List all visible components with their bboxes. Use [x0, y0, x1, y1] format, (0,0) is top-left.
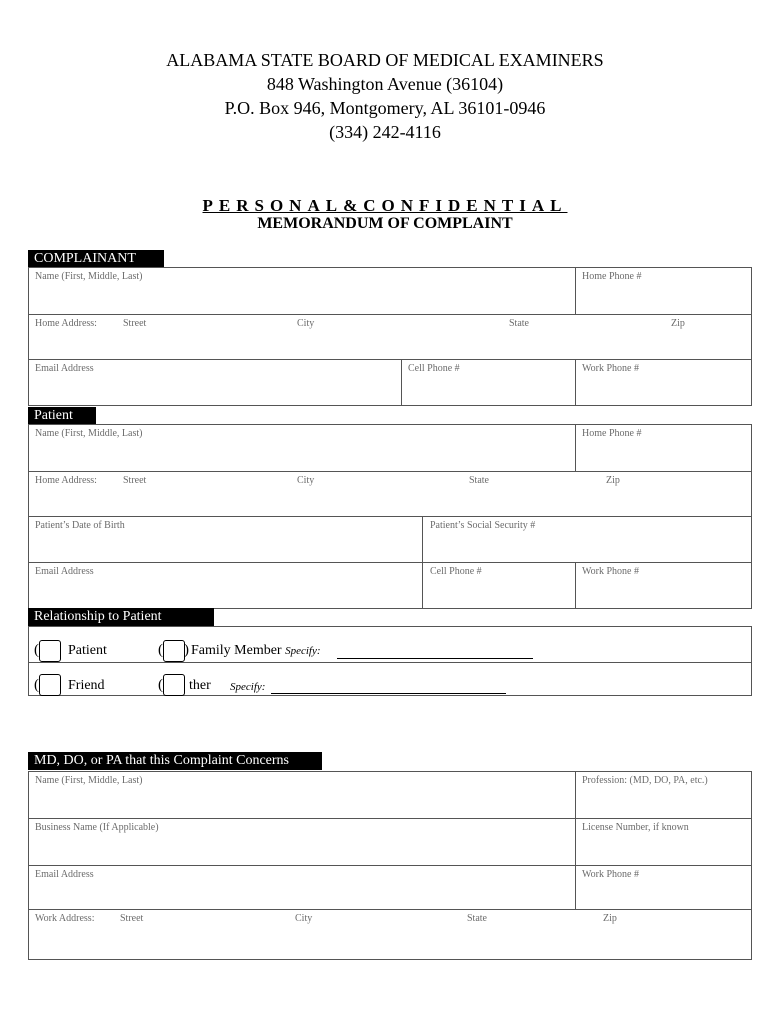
- physician-contact-row: [29, 865, 751, 909]
- complainant-name-field[interactable]: Name (First, Middle, Last): [35, 271, 143, 282]
- physician-business-row: [29, 818, 751, 865]
- street-address: 848 Washington Avenue (36104): [266, 74, 504, 94]
- zip-label: Zip: [603, 913, 617, 924]
- street-label: Street: [123, 318, 147, 329]
- patient-address-row[interactable]: [29, 471, 751, 516]
- patient-contact-row: [29, 562, 751, 609]
- family-member-label: Family Member: [191, 643, 282, 658]
- complainant-heading: COMPLAINANT: [28, 250, 164, 268]
- family-specify-label: Specify:: [285, 645, 321, 657]
- patient-ssn-field[interactable]: Patient’s Social Security #: [430, 520, 536, 531]
- complainant-contact-row: [29, 359, 751, 406]
- relationship-heading: Relationship to Patient: [28, 608, 214, 626]
- patient-dob-field[interactable]: Patient’s Date of Birth: [35, 520, 125, 531]
- street-label: Street: [123, 475, 147, 486]
- other-specify-label: Specify:: [230, 681, 266, 693]
- other-option-label: ther: [189, 678, 211, 693]
- profession-field[interactable]: Profession: (MD, DO, PA, etc.): [582, 775, 708, 786]
- memo-title: MEMORANDUM OF COMPLAINT: [257, 215, 513, 232]
- board-name: ALABAMA STATE BOARD OF MEDICAL EXAMINERS: [166, 50, 604, 70]
- paren-open: (: [158, 642, 163, 658]
- physician-work-phone-field[interactable]: Work Phone #: [582, 869, 639, 880]
- po-box-address: P.O. Box 946, Montgomery, AL 36101-0946: [224, 98, 546, 118]
- friend-checkbox[interactable]: [39, 674, 61, 696]
- confidential-title: PERSONAL&CONFIDENTIAL: [202, 196, 568, 215]
- patient-option-label: Patient: [68, 643, 107, 658]
- physician-name-field[interactable]: Name (First, Middle, Last): [35, 775, 143, 786]
- complainant-email-field[interactable]: Email Address: [35, 363, 94, 374]
- physician-address-row[interactable]: [29, 909, 751, 960]
- physician-section: [28, 771, 752, 960]
- patient-work-phone-field[interactable]: Work Phone #: [582, 566, 639, 577]
- other-specify-line[interactable]: [271, 693, 506, 694]
- patient-cell-field[interactable]: Cell Phone #: [430, 566, 482, 577]
- patient-email-field[interactable]: Email Address: [35, 566, 94, 577]
- state-label: State: [469, 475, 489, 486]
- other-checkbox[interactable]: [163, 674, 185, 696]
- patient-home-phone-field[interactable]: Home Phone #: [582, 428, 642, 439]
- family-member-option: [191, 643, 321, 659]
- state-label: State: [509, 318, 529, 329]
- paren-open: (: [34, 677, 39, 693]
- patient-checkbox[interactable]: [39, 640, 61, 662]
- patient-id-row: [29, 516, 751, 562]
- complainant-cell-field[interactable]: Cell Phone #: [408, 363, 460, 374]
- city-label: City: [295, 913, 313, 924]
- license-number-field[interactable]: License Number, if known: [582, 822, 689, 833]
- business-name-field[interactable]: Business Name (If Applicable): [35, 822, 159, 833]
- board-phone: (334) 242-4116: [329, 122, 441, 142]
- physician-name-row: [29, 772, 751, 818]
- friend-option-label: Friend: [68, 678, 105, 693]
- complainant-work-phone-field[interactable]: Work Phone #: [582, 363, 639, 374]
- zip-label: Zip: [606, 475, 620, 486]
- city-label: City: [297, 318, 315, 329]
- state-label: State: [467, 913, 487, 924]
- relationship-section: [28, 626, 752, 696]
- paren-open: (: [158, 677, 163, 693]
- city-label: City: [297, 475, 315, 486]
- home-address-label: Home Address:: [35, 475, 97, 486]
- work-address-label: Work Address:: [35, 913, 95, 924]
- paren-close: ): [184, 642, 189, 658]
- street-label: Street: [120, 913, 144, 924]
- patient-name-field[interactable]: Name (First, Middle, Last): [35, 428, 143, 439]
- physician-heading: MD, DO, or PA that this Complaint Concerns: [28, 752, 322, 770]
- patient-name-row: [29, 425, 751, 471]
- complainant-section: [28, 267, 752, 406]
- family-member-checkbox[interactable]: [163, 640, 185, 662]
- patient-heading: Patient: [28, 407, 96, 425]
- family-specify-line[interactable]: [337, 658, 533, 659]
- paren-open: (: [34, 642, 39, 658]
- zip-label: Zip: [671, 318, 685, 329]
- complainant-home-phone-field[interactable]: Home Phone #: [582, 271, 642, 282]
- patient-section: [28, 424, 752, 609]
- physician-email-field[interactable]: Email Address: [35, 869, 94, 880]
- home-address-label: Home Address:: [35, 318, 97, 329]
- complainant-address-row[interactable]: [29, 314, 751, 359]
- complainant-name-row: [29, 268, 751, 314]
